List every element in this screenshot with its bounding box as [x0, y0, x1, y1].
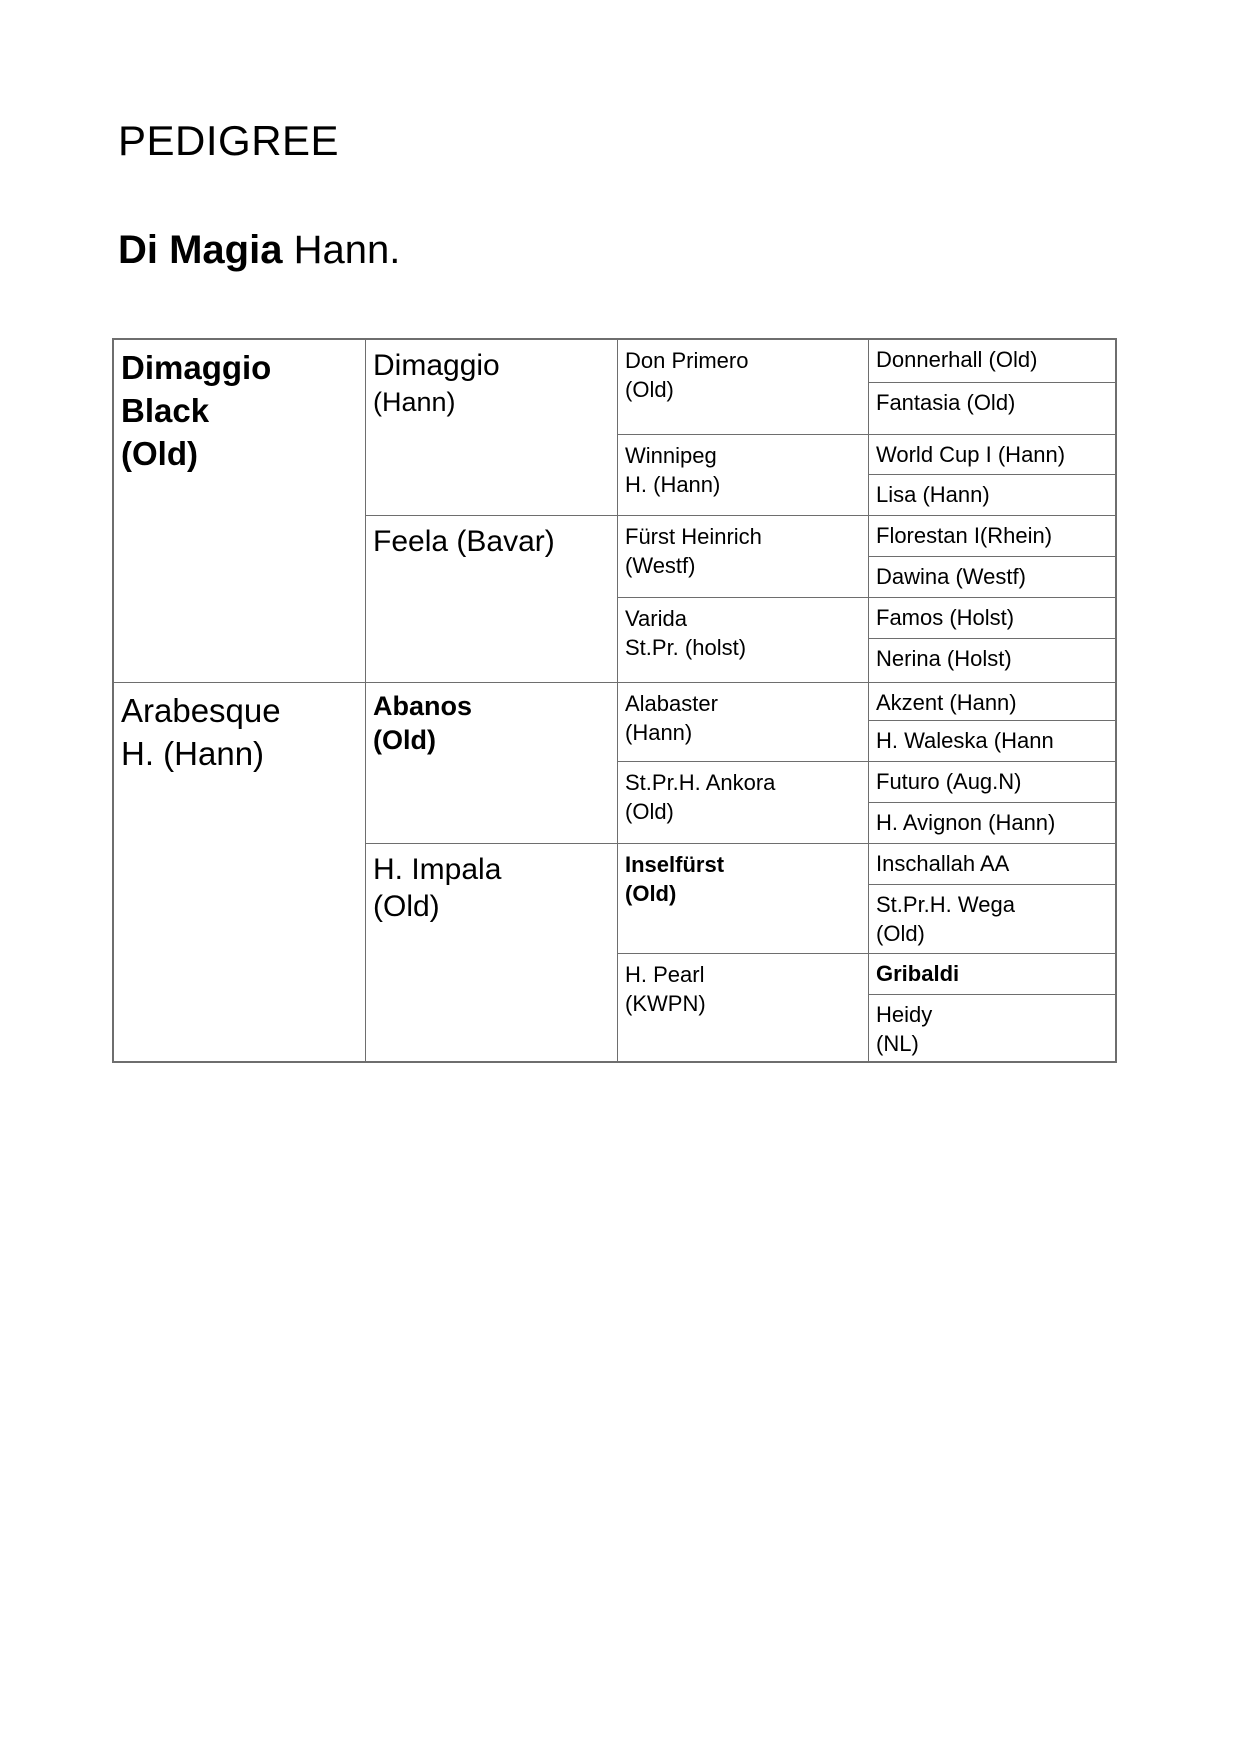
- sire-name-line: Black: [121, 392, 210, 429]
- ancestor-name: H. Impala: [373, 853, 502, 886]
- dam-name-line: Arabesque: [121, 692, 281, 729]
- ancestor-name: Dimaggio: [373, 349, 500, 382]
- dam-name-line: H. (Hann): [121, 735, 265, 772]
- horse-name: Di Magia: [118, 228, 283, 272]
- gen4-cell: [868, 515, 1117, 556]
- ancestor-name: Futuro (Aug.N): [876, 769, 1022, 794]
- gen3-cell: [617, 682, 868, 761]
- paternal-grandsire-cell: [365, 340, 617, 515]
- ancestor-name: Akzent (Hann): [876, 690, 1017, 715]
- maternal-grandsire-cell: [365, 682, 617, 843]
- gen4-cell: [868, 340, 1117, 382]
- gen3-cell: [617, 434, 868, 515]
- ancestor-breed: (Westf): [625, 553, 696, 578]
- ancestor-name: Inschallah AA: [876, 851, 1010, 876]
- page-title: PEDIGREE: [118, 117, 340, 164]
- ancestor-name: H. Waleska (Hann: [876, 728, 1054, 753]
- gen4-cell: [868, 638, 1117, 682]
- maternal-granddam-cell: [365, 843, 617, 1063]
- ancestor-name: Varida: [625, 606, 687, 631]
- gen3-cell: [617, 515, 868, 597]
- ancestor-name: World Cup I (Hann): [876, 442, 1066, 467]
- gen4-cell: [868, 382, 1117, 434]
- ancestor-breed: St.Pr. (holst): [625, 635, 747, 660]
- ancestor-name: H. Avignon (Hann): [876, 810, 1056, 835]
- sire-cell: [114, 340, 365, 682]
- gen4-cell: [868, 720, 1117, 761]
- sire-name-line: Dimaggio: [121, 349, 272, 386]
- paternal-granddam-cell: [365, 515, 617, 682]
- gen4-cell: [868, 953, 1117, 994]
- ancestor-name: Donnerhall (Old): [876, 347, 1038, 372]
- gen3-cell: [617, 761, 868, 843]
- ancestor-name: Feela (Bavar): [373, 525, 555, 558]
- gen4-cell: [868, 843, 1117, 884]
- gen4-cell: [868, 597, 1117, 638]
- gen4-cell: [868, 994, 1117, 1063]
- ancestor-name: Heidy: [876, 1002, 933, 1027]
- gen3-cell: [617, 953, 868, 1063]
- ancestor-breed: (Old): [625, 799, 674, 824]
- ancestor-name: Lisa (Hann): [876, 482, 990, 507]
- gen3-cell: [617, 340, 868, 434]
- ancestor-breed: H. (Hann): [625, 472, 721, 497]
- sire-breed: (Old): [121, 435, 198, 472]
- ancestor-name: Florestan I(Rhein): [876, 523, 1053, 548]
- ancestor-name: Inselfürst: [625, 852, 725, 877]
- gen3-cell: [617, 843, 868, 953]
- ancestor-breed: (KWPN): [625, 991, 706, 1016]
- gen4-cell: [868, 682, 1117, 720]
- ancestor-name: Abanos: [373, 691, 473, 721]
- ancestor-name: Winnipeg: [625, 443, 717, 468]
- gen4-cell: [868, 556, 1117, 597]
- ancestor-name: Fantasia (Old): [876, 390, 1016, 415]
- ancestor-name: Fürst Heinrich: [625, 524, 762, 549]
- ancestor-breed: (Old): [625, 377, 674, 402]
- ancestor-breed: (Old): [373, 725, 436, 755]
- ancestor-breed: (Hann): [373, 387, 456, 417]
- gen4-cell: [868, 434, 1117, 474]
- ancestor-name: H. Pearl: [625, 962, 705, 987]
- ancestor-breed: (Old): [625, 881, 677, 906]
- dam-cell: [114, 682, 365, 1063]
- ancestor-name: Don Primero: [625, 348, 749, 373]
- ancestor-name: Gribaldi: [876, 961, 960, 986]
- gen4-cell: [868, 884, 1117, 953]
- ancestor-breed: (Hann): [625, 720, 693, 745]
- horse-breed-suffix: Hann.: [293, 228, 401, 272]
- ancestor-breed: (Old): [373, 890, 440, 923]
- gen3-cell: [617, 597, 868, 682]
- ancestor-name: St.Pr.H. Wega: [876, 892, 1015, 917]
- ancestor-breed: (NL): [876, 1031, 919, 1056]
- ancestor-name: Dawina (Westf): [876, 564, 1026, 589]
- ancestor-name: Alabaster: [625, 691, 718, 716]
- ancestor-name: St.Pr.H. Ankora: [625, 770, 776, 795]
- ancestor-name: Famos (Holst): [876, 605, 1015, 630]
- gen4-cell: [868, 474, 1117, 515]
- gen4-cell: [868, 761, 1117, 802]
- ancestor-breed: (Old): [876, 921, 925, 946]
- horse-name-heading: [118, 226, 400, 274]
- pedigree-table: [112, 338, 1117, 1063]
- ancestor-name: Nerina (Holst): [876, 646, 1012, 671]
- gen4-cell: [868, 802, 1117, 843]
